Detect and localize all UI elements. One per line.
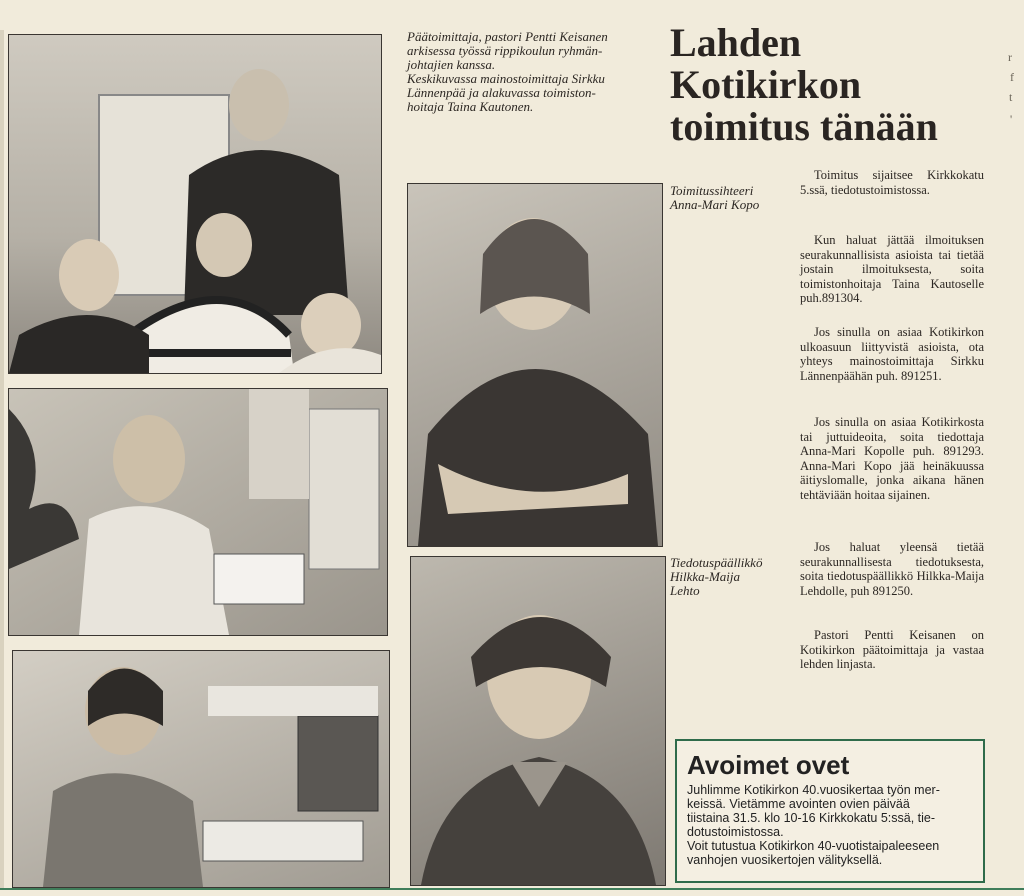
editorial-secretary-photo bbox=[407, 183, 663, 547]
paragraph-editor: Pastori Pentti Keisanen on Kotikirkon päätoimittaja ja vastaa lehden linjasta. bbox=[800, 628, 984, 671]
information-chief-caption: Tiedotuspäällikkö Hilkka-Maija Lehto bbox=[670, 555, 763, 598]
margin-mark: t bbox=[1009, 90, 1013, 104]
paragraph-story-ideas: Jos sinulla on asiaa Kotikirkosta tai juttuideoita, soita tiedottaja Anna-Mari Kopolle puh. 891293. Anna-Mari Kopo jää heinäkuussa äitiyslomalle, jonka aikana hänen tehtäviään hoitaa sijainen. bbox=[800, 415, 984, 502]
office-manager-photo-figures bbox=[13, 651, 389, 887]
margin-mark: f bbox=[1010, 70, 1014, 84]
paragraph-information: Jos haluat yleensä tietää seurakunnallisesta tiedotuksesta, soita tiedotuspäällikkö Hilkka-Maija Lehdolle, puh 891250. bbox=[800, 540, 984, 598]
margin-mark: r bbox=[1008, 50, 1012, 64]
designer-photo-figures bbox=[9, 389, 387, 635]
paragraph-announcements: Kun haluat jättää ilmoituksen seurakunnallisista asioista tai tietää jostain ilmoituksesta, soita toimistonhoitaja Taina Kautoselle puh.891304. bbox=[800, 233, 984, 305]
paragraph-layout: Jos sinulla on asiaa Kotikirkon ulkoasuun liittyvistä asioista, ota yhteys mainostoimittaja Sirkku Lännenpäähän puh. 891251. bbox=[800, 325, 984, 383]
secretary-caption: Toimitussihteeri Anna-Mari Kopo bbox=[670, 183, 760, 212]
open-house-box bbox=[675, 739, 985, 883]
margin-mark: ' bbox=[1010, 112, 1013, 126]
group-photo-figures bbox=[9, 35, 381, 373]
page-edge bbox=[0, 30, 4, 890]
information-chief-photo-figure bbox=[411, 557, 665, 885]
office-manager-photo bbox=[12, 650, 390, 888]
open-house-text: Juhlimme Kotikirkon 40.vuosikertaa työn mer- keissä. Vietämme avointen ovien päivää tiistaina 31.5. klo 10-16 Kirkkokatu 5:ssä, tie- dotustoimistossa. Voit tutustua Kotikirkon 40-vuotistaipaleeseen vanhojen vuosikertojen välityksellä. bbox=[687, 783, 940, 867]
open-house-title: Avoimet ovet bbox=[687, 750, 850, 780]
paragraph-location: Toimitus sijaitsee Kirkkokatu 5.ssä, tiedotustoimistossa. bbox=[800, 168, 984, 197]
information-chief-photo bbox=[410, 556, 666, 886]
group-photo bbox=[8, 34, 382, 374]
top-photo-caption: Päätoimittaja, pastori Pentti Keisanen arkisessa työssä rippikoulun ryhmän- johtajien kanssa. Keskikuvassa mainostoimittaja Sirkku Lännenpää ja alakuvassa toimiston- hoitaja Taina Kautonen. bbox=[407, 29, 608, 114]
designer-photo bbox=[8, 388, 388, 636]
editorial-secretary-photo-figure bbox=[408, 184, 662, 546]
bottom-rule bbox=[0, 888, 1024, 890]
article-headline: Lahden Kotikirkon toimitus tänään bbox=[670, 20, 938, 149]
